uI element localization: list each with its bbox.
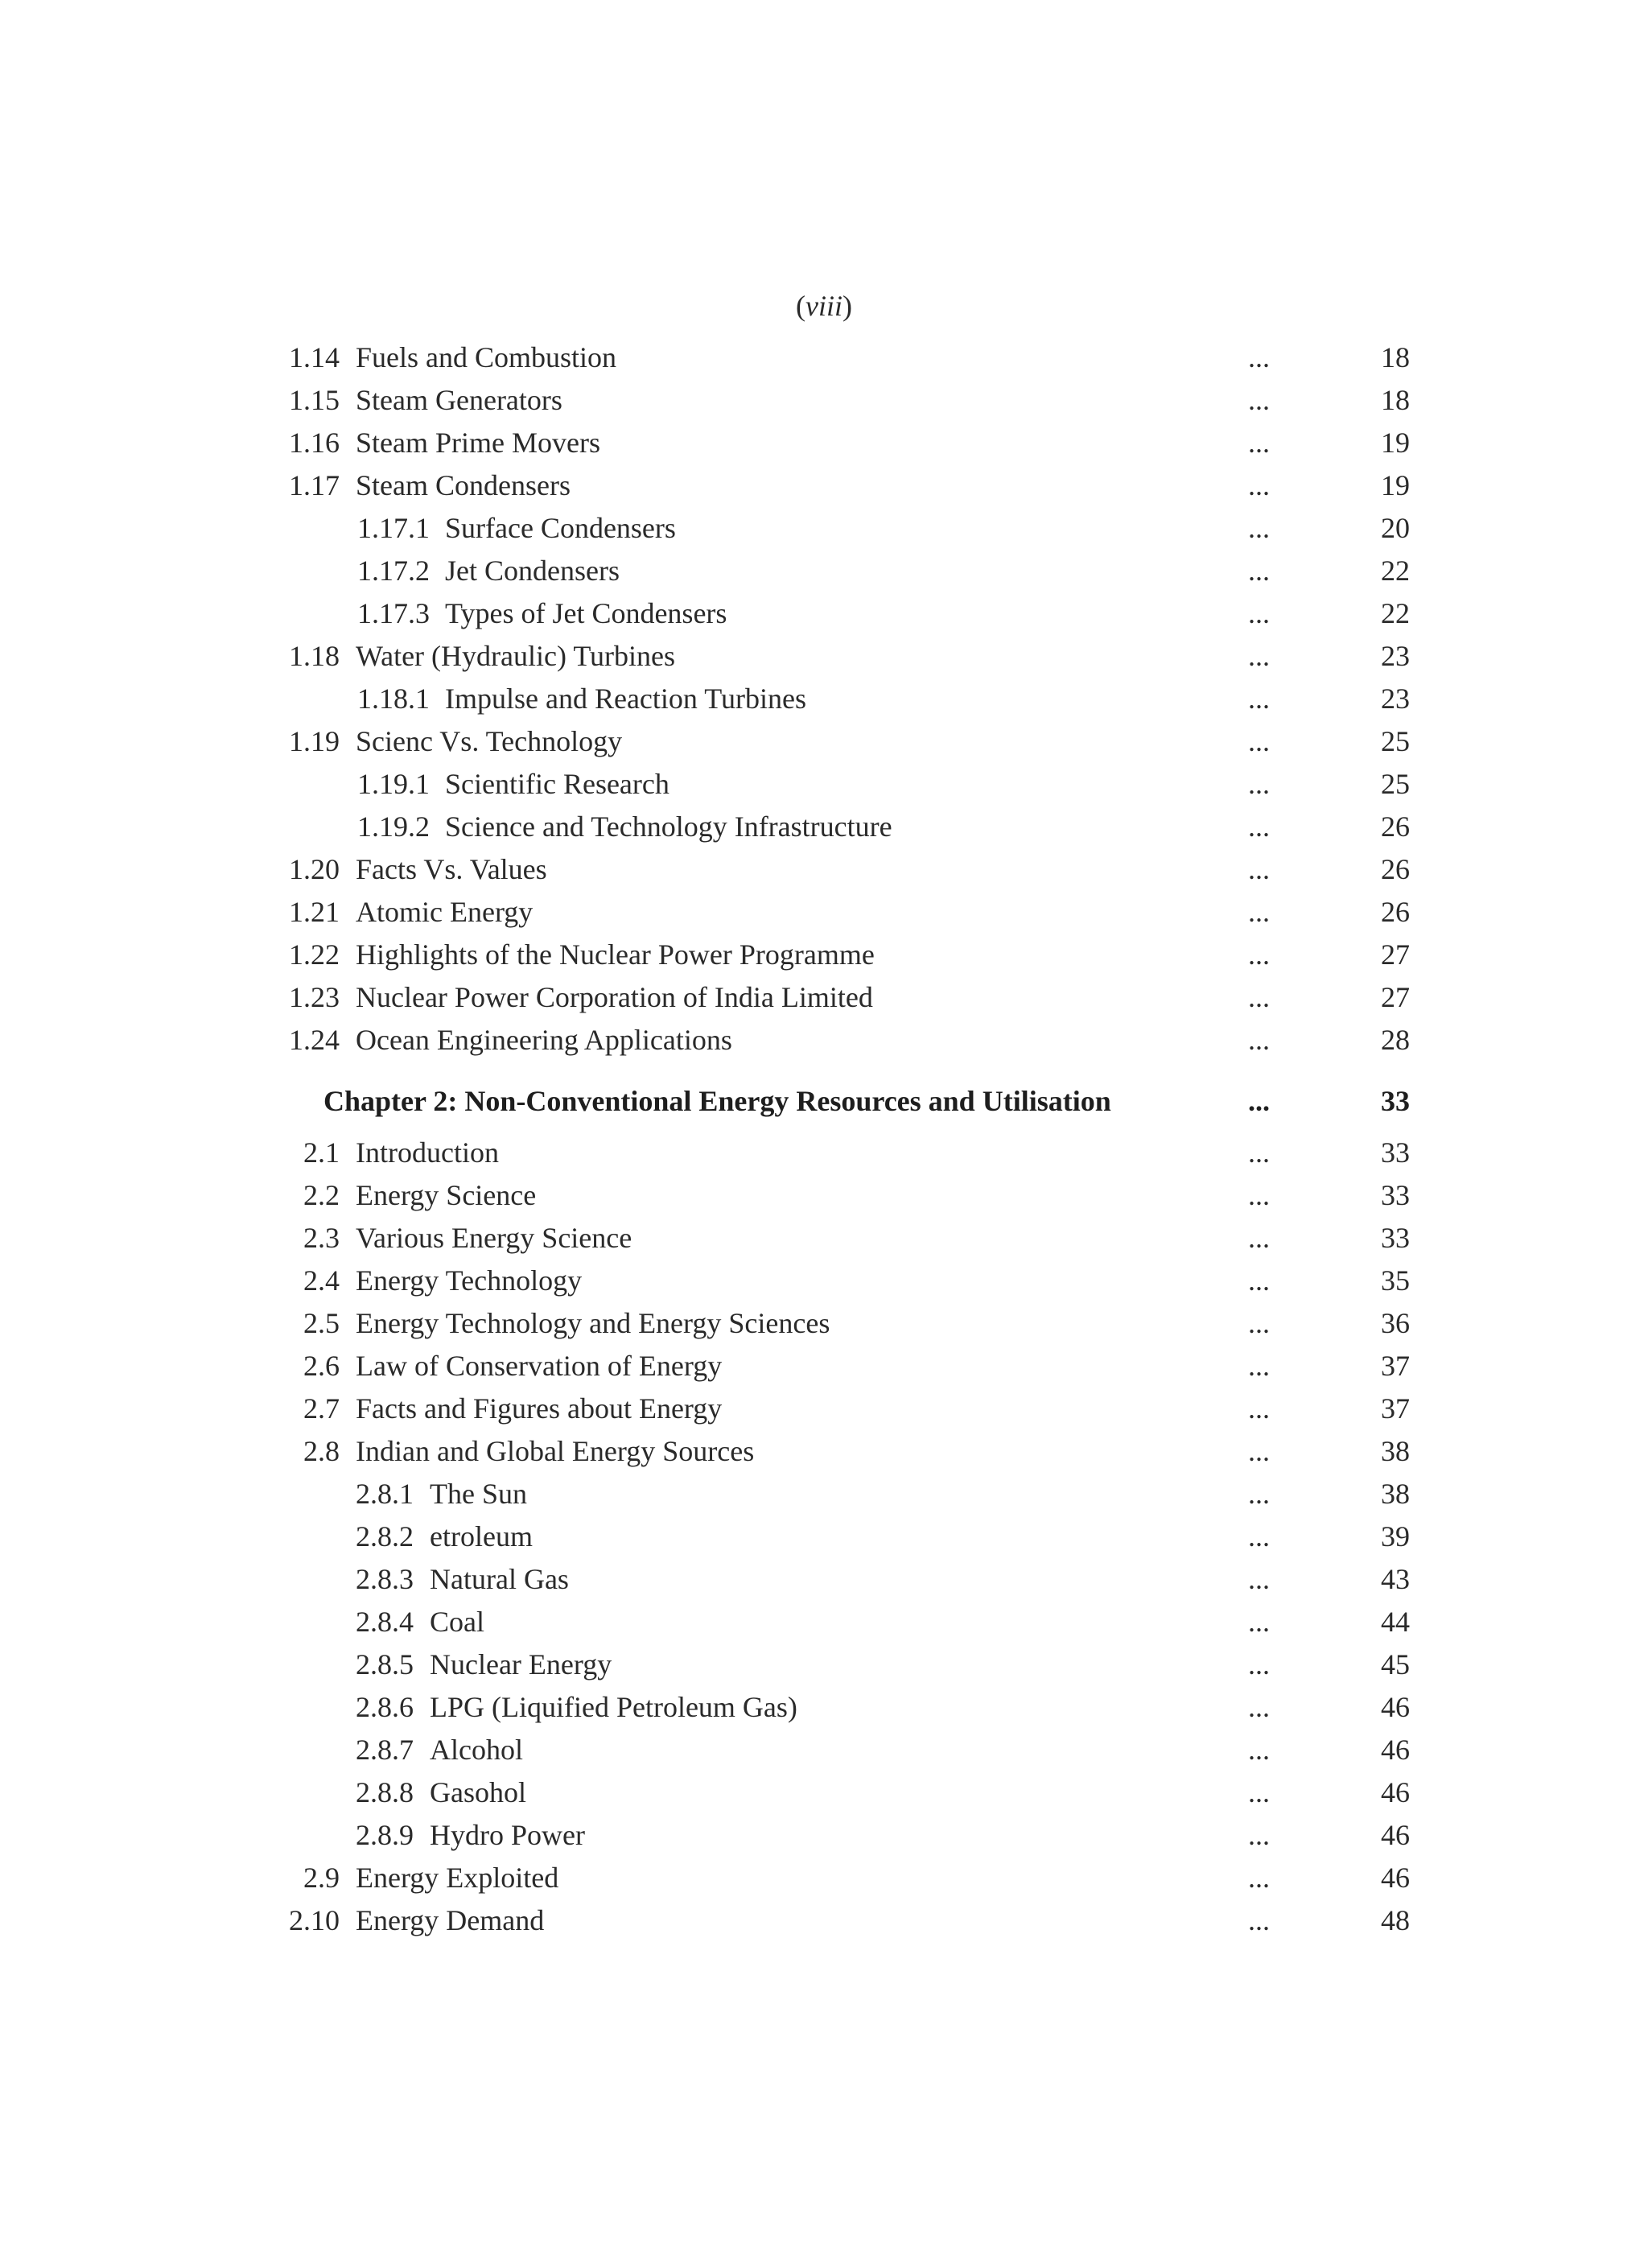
toc-entry	[0, 976, 1648, 1019]
toc-entry-number: 1.18	[289, 640, 340, 672]
page-number-close: )	[842, 290, 852, 322]
toc-chapter-title: Chapter 2: Non-Conventional Energy Resources and Utilisation	[323, 1085, 1111, 1117]
toc-entry-title: Scientific Research	[445, 768, 670, 800]
toc-entry-number: 1.23	[289, 981, 340, 1013]
toc-entry	[0, 1473, 1648, 1515]
toc-page-number: 33	[1381, 1222, 1410, 1254]
toc-leader-dots: ...	[1248, 1520, 1270, 1553]
toc-entry-number: 1.24	[289, 1024, 340, 1056]
toc-entry-title: Energy Technology and Energy Sciences	[356, 1307, 830, 1339]
toc-entry-number: 1.19.1	[357, 768, 430, 800]
toc-entry-number: 2.10	[289, 1904, 340, 1936]
toc-entry-number: 2.3	[303, 1222, 340, 1254]
toc-page-number: 38	[1381, 1478, 1410, 1510]
toc-leader-dots: ...	[1248, 1606, 1270, 1638]
toc-entry	[0, 1217, 1648, 1260]
toc-leader-dots: ...	[1248, 640, 1270, 672]
toc-leader-dots: ...	[1248, 810, 1270, 843]
toc-entry-title: Indian and Global Energy Sources	[356, 1435, 755, 1467]
toc-entry-title: Law of Conservation of Energy	[356, 1350, 723, 1382]
toc-leader-dots: ...	[1248, 1307, 1270, 1339]
toc-leader-dots: ...	[1248, 555, 1270, 587]
toc-entry	[0, 1729, 1648, 1771]
toc-entry	[0, 678, 1648, 720]
toc-entry	[0, 763, 1648, 806]
toc-entry-title: Jet Condensers	[445, 555, 620, 587]
toc-entry	[0, 1019, 1648, 1062]
toc-entry-number: 2.5	[303, 1307, 340, 1339]
toc-leader-dots: ...	[1248, 1819, 1270, 1851]
toc-entry	[0, 1174, 1648, 1217]
toc-entry	[0, 1771, 1648, 1814]
toc-entry-title: Fuels and Combustion	[356, 341, 617, 373]
toc-page-number: 27	[1381, 981, 1410, 1013]
toc-page-number: 43	[1381, 1563, 1410, 1595]
toc-entry-number: 1.22	[289, 938, 340, 971]
toc-entry-title: Types of Jet Condensers	[445, 597, 727, 629]
toc-entry-title: Introduction	[356, 1136, 499, 1169]
toc-page-number: 35	[1381, 1264, 1410, 1297]
toc-entry-number: 1.19	[289, 725, 340, 757]
toc-leader-dots: ...	[1248, 1776, 1270, 1808]
toc-entry	[0, 1430, 1648, 1473]
toc-entry-number: 2.8.8	[356, 1776, 414, 1808]
toc-page-number: 26	[1381, 853, 1410, 885]
toc-leader-dots: ...	[1248, 981, 1270, 1013]
toc-entry	[0, 379, 1648, 422]
toc-page-number: 23	[1381, 640, 1410, 672]
toc-page-number: 27	[1381, 938, 1410, 971]
toc-entry-number: 1.14	[289, 341, 340, 373]
toc-leader-dots: ...	[1248, 1024, 1270, 1056]
toc-page-number: 19	[1381, 469, 1410, 501]
toc-entry-title: Highlights of the Nuclear Power Programme	[356, 938, 875, 971]
toc-entry-number: 2.7	[303, 1392, 340, 1425]
toc-entry-number: 1.19.2	[357, 810, 430, 843]
toc-entry	[0, 550, 1648, 592]
toc-page-number: 33	[1381, 1179, 1410, 1211]
toc-entry	[0, 336, 1648, 379]
toc-entry-title: Various Energy Science	[356, 1222, 632, 1254]
toc-entry-title: LPG (Liquified Petroleum Gas)	[430, 1691, 797, 1723]
toc-entry-number: 1.15	[289, 384, 340, 416]
toc-entry	[0, 1601, 1648, 1643]
toc-leader-dots: ...	[1248, 341, 1270, 373]
toc-entry	[0, 1260, 1648, 1302]
toc-entry-number: 2.9	[303, 1862, 340, 1894]
toc-page-number: 37	[1381, 1350, 1410, 1382]
toc-leader-dots: ...	[1248, 1648, 1270, 1680]
toc-leader-dots: ...	[1248, 427, 1270, 459]
toc-entry	[0, 464, 1648, 507]
toc-page-number: 33	[1381, 1085, 1410, 1117]
toc-entry-number: 1.17.1	[357, 512, 430, 544]
toc-entry	[0, 720, 1648, 763]
toc-leader-dots: ...	[1248, 1862, 1270, 1894]
toc-page-number: 48	[1381, 1904, 1410, 1936]
toc-entry-title: Hydro Power	[430, 1819, 585, 1851]
toc-leader-dots: ...	[1248, 768, 1270, 800]
toc-entry-title: Science and Technology Infrastructure	[445, 810, 892, 843]
toc-entry	[0, 934, 1648, 976]
toc-entry	[0, 848, 1648, 891]
toc-entry-title: Water (Hydraulic) Turbines	[356, 640, 676, 672]
toc-page-number: 19	[1381, 427, 1410, 459]
toc-entry-number: 2.2	[303, 1179, 340, 1211]
toc-entry-number: 1.17.3	[357, 597, 430, 629]
toc-entry-number: 1.20	[289, 853, 340, 885]
toc-leader-dots: ...	[1248, 1392, 1270, 1425]
toc-page-number: 33	[1381, 1136, 1410, 1169]
toc-entry	[0, 592, 1648, 635]
toc-entry-title: Steam Condensers	[356, 469, 571, 501]
toc-page-number: 46	[1381, 1691, 1410, 1723]
toc-entry	[0, 891, 1648, 934]
toc-entry	[0, 806, 1648, 848]
toc-page-number: 45	[1381, 1648, 1410, 1680]
toc-leader-dots: ...	[1248, 512, 1270, 544]
toc-page-number: 46	[1381, 1734, 1410, 1766]
toc-leader-dots: ...	[1248, 1222, 1270, 1254]
toc-entry-number: 1.16	[289, 427, 340, 459]
toc-entry	[0, 1345, 1648, 1388]
toc-entry-title: Natural Gas	[430, 1563, 569, 1595]
toc-entry	[0, 1515, 1648, 1558]
toc-entry-number: 2.8.4	[356, 1606, 414, 1638]
toc-entry	[0, 1643, 1648, 1686]
toc-page-number: 26	[1381, 896, 1410, 928]
toc-entry	[0, 1558, 1648, 1601]
toc-entry-title: Facts and Figures about Energy	[356, 1392, 723, 1425]
toc-page-number: 22	[1381, 597, 1410, 629]
toc-entry-title: Energy Exploited	[356, 1862, 559, 1894]
toc-entry-number: 1.18.1	[357, 682, 430, 715]
toc-entry-number: 2.8	[303, 1435, 340, 1467]
toc-entry-title: Coal	[430, 1606, 484, 1638]
toc-entry	[0, 1899, 1648, 1942]
toc-chapter-heading	[0, 1071, 1648, 1132]
toc-leader-dots: ...	[1248, 597, 1270, 629]
toc-entry-title: Atomic Energy	[356, 896, 534, 928]
toc-leader-dots: ...	[1248, 1478, 1270, 1510]
toc-page-number: 26	[1381, 810, 1410, 843]
toc-page-number: 22	[1381, 555, 1410, 587]
toc-page-number: 20	[1381, 512, 1410, 544]
toc-page-number: 44	[1381, 1606, 1410, 1638]
toc-entry-title: Scienc Vs. Technology	[356, 725, 623, 757]
toc-entry-number: 2.4	[303, 1264, 340, 1297]
toc-leader-dots: ...	[1248, 1691, 1270, 1723]
toc-leader-dots: ...	[1248, 1350, 1270, 1382]
toc-entry-title: Energy Technology	[356, 1264, 583, 1297]
page-number-open: (	[796, 290, 805, 322]
toc-entry	[0, 1302, 1648, 1345]
toc-entry-title: Impulse and Reaction Turbines	[445, 682, 806, 715]
toc-leader-dots: ...	[1248, 1563, 1270, 1595]
toc-leader-dots: ...	[1248, 1435, 1270, 1467]
toc-entry-number: 2.8.3	[356, 1563, 414, 1595]
toc-entry-number: 2.8.1	[356, 1478, 414, 1510]
toc-page-number: 25	[1381, 768, 1410, 800]
toc-entry-title: The Sun	[430, 1478, 527, 1510]
toc-entry	[0, 1814, 1648, 1857]
toc-entry-title: Energy Demand	[356, 1904, 545, 1936]
toc-page-number: 18	[1381, 341, 1410, 373]
toc-leader-dots: ...	[1248, 469, 1270, 501]
toc-entry-number: 1.17	[289, 469, 340, 501]
toc-entry-number: 2.1	[303, 1136, 340, 1169]
toc-entry-title: Steam Prime Movers	[356, 427, 600, 459]
toc-entry-number: 2.8.5	[356, 1648, 414, 1680]
toc-page-number: 46	[1381, 1862, 1410, 1894]
toc-page-number: 28	[1381, 1024, 1410, 1056]
toc-entry-number: 2.8.6	[356, 1691, 414, 1723]
toc-leader-dots: ...	[1248, 1179, 1270, 1211]
toc-entry-number: 1.17.2	[357, 555, 430, 587]
toc-entry-title: Nuclear Power Corporation of India Limited	[356, 981, 873, 1013]
toc-page-number: 37	[1381, 1392, 1410, 1425]
toc-entry-number: 2.8.2	[356, 1520, 414, 1553]
page-number-value: viii	[805, 290, 843, 322]
toc-entry-title: Alcohol	[430, 1734, 523, 1766]
toc-entry-number: 2.6	[303, 1350, 340, 1382]
toc-page-number: 18	[1381, 384, 1410, 416]
toc-entry-title: Steam Generators	[356, 384, 562, 416]
toc-page-number: 36	[1381, 1307, 1410, 1339]
page-number	[0, 287, 1648, 325]
toc-page-number: 23	[1381, 682, 1410, 715]
toc-entry-number: 2.8.9	[356, 1819, 414, 1851]
toc-entry	[0, 422, 1648, 464]
toc-page-number: 39	[1381, 1520, 1410, 1553]
toc-entry	[0, 1857, 1648, 1899]
toc-entry	[0, 635, 1648, 678]
toc-leader-dots: ...	[1248, 1904, 1270, 1936]
toc-leader-dots: ...	[1248, 1085, 1270, 1117]
toc-leader-dots: ...	[1248, 1734, 1270, 1766]
toc-entry-title: Nuclear Energy	[430, 1648, 612, 1680]
toc-leader-dots: ...	[1248, 725, 1270, 757]
toc-entry-title: etroleum	[430, 1520, 533, 1553]
toc-entry-title: Facts Vs. Values	[356, 853, 547, 885]
toc-leader-dots: ...	[1248, 938, 1270, 971]
toc-leader-dots: ...	[1248, 682, 1270, 715]
toc-page-number: 25	[1381, 725, 1410, 757]
table-of-contents	[0, 336, 1648, 1942]
toc-leader-dots: ...	[1248, 1264, 1270, 1297]
toc-page-number: 46	[1381, 1776, 1410, 1808]
toc-leader-dots: ...	[1248, 1136, 1270, 1169]
toc-leader-dots: ...	[1248, 896, 1270, 928]
toc-entry	[0, 1686, 1648, 1729]
toc-entry	[0, 507, 1648, 550]
toc-page-number: 38	[1381, 1435, 1410, 1467]
toc-entry	[0, 1132, 1648, 1174]
toc-entry-title: Energy Science	[356, 1179, 537, 1211]
toc-page-number: 46	[1381, 1819, 1410, 1851]
toc-entry-title: Gasohol	[430, 1776, 526, 1808]
toc-entry-title: Surface Condensers	[445, 512, 676, 544]
toc-leader-dots: ...	[1248, 853, 1270, 885]
toc-entry-title: Ocean Engineering Applications	[356, 1024, 732, 1056]
toc-entry-number: 1.21	[289, 896, 340, 928]
toc-entry	[0, 1388, 1648, 1430]
toc-leader-dots: ...	[1248, 384, 1270, 416]
toc-entry-number: 2.8.7	[356, 1734, 414, 1766]
